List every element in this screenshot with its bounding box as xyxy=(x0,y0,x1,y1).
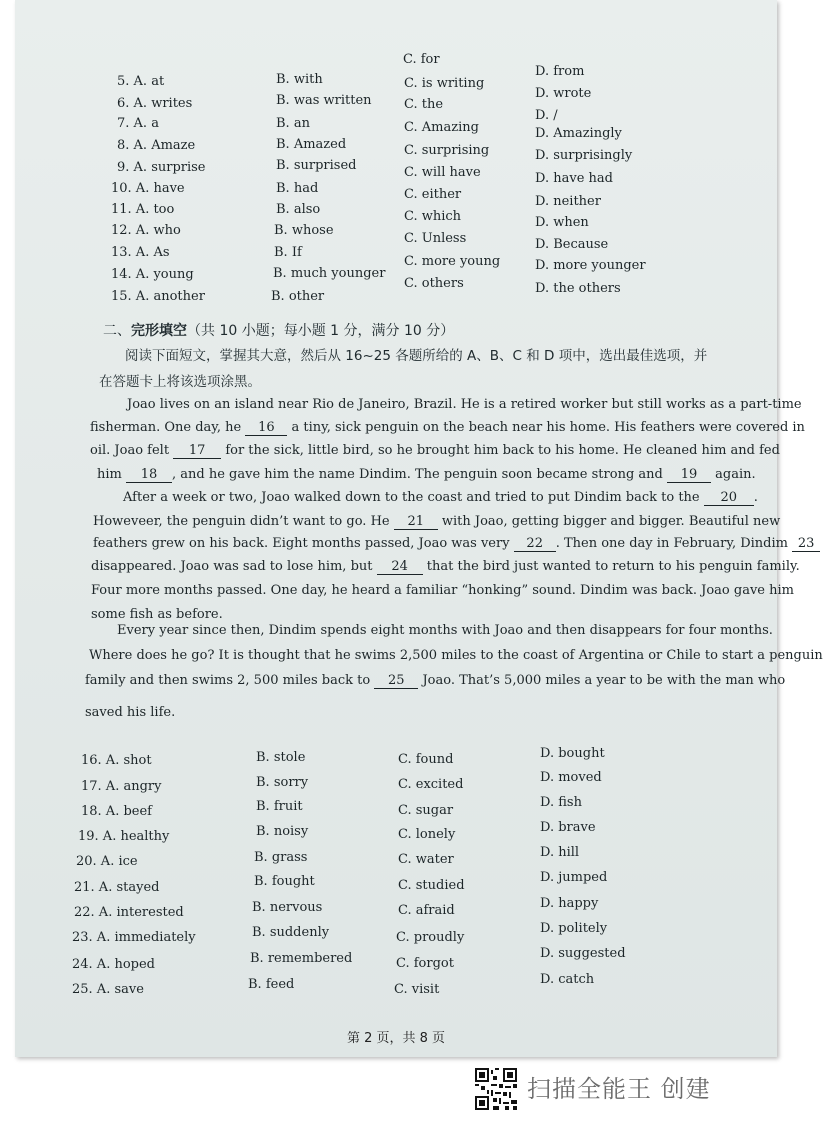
passage-line xyxy=(93,514,780,530)
text: feathers grew on his back. Eight months passed, Joao was very xyxy=(93,536,514,551)
option-16c: C. found xyxy=(398,752,454,767)
option-24b: B. remembered xyxy=(250,951,353,966)
option-5a: 5. A. at xyxy=(117,74,165,89)
passage-line xyxy=(85,673,785,689)
option-10d: D. have had xyxy=(535,171,613,186)
option-4c: C. for xyxy=(403,52,440,67)
option-12d: D. when xyxy=(535,215,589,230)
text: fisherman. One day, he xyxy=(90,420,246,435)
text: Howeveer, the penguin didn’t want to go. He xyxy=(93,514,394,529)
scanner-watermark: 扫描全能王 创建 xyxy=(527,1075,711,1103)
option-15b: B. other xyxy=(271,289,325,304)
option-19c: C. lonely xyxy=(398,827,456,842)
blank-17: 17 xyxy=(173,444,221,459)
option-13b: B. If xyxy=(274,245,302,260)
qr-code-icon xyxy=(475,1068,517,1110)
text: . xyxy=(753,490,758,505)
option-11a: 11. A. too xyxy=(111,202,175,217)
option-19a: 19. A. healthy xyxy=(78,829,170,844)
passage-line: some fish as before. xyxy=(91,607,223,622)
page-number: 第 2 页，共 8 页 xyxy=(346,1031,446,1046)
option-20a: 20. A. ice xyxy=(76,854,138,869)
option-19d: D. brave xyxy=(540,820,596,835)
option-6b: B. was written xyxy=(276,93,372,108)
text: Joao. That’s 5,000 miles a year to be with the man who xyxy=(418,673,786,688)
section-scoring: （共 10 小题；每小题 1 分，满分 10 分） xyxy=(187,323,455,339)
passage-line xyxy=(91,559,800,575)
blank-18: 18 xyxy=(126,468,172,483)
blank-22: 22 xyxy=(514,537,556,552)
option-22c: C. afraid xyxy=(398,903,455,918)
blank-21: 21 xyxy=(394,515,438,530)
passage-line: Where does he go? It is thought that he swims 2,500 miles to the coast of Argentina or Chile to start a penguin xyxy=(89,648,823,663)
blank-20: 20 xyxy=(704,491,754,506)
blank-24: 24 xyxy=(377,560,423,575)
option-6d: D. wrote xyxy=(535,86,592,101)
option-14d: D. more younger xyxy=(535,258,646,273)
option-7c: C. Amazing xyxy=(404,120,479,135)
option-25d: D. catch xyxy=(540,972,595,987)
option-13c: C. more young xyxy=(404,254,501,269)
text: disappeared. Joao was sad to lose him, but xyxy=(91,559,377,574)
blank-23: 23 xyxy=(792,537,820,552)
option-25c: C. visit xyxy=(394,982,440,997)
option-5d: D. from xyxy=(535,64,585,79)
section-number: 二、 xyxy=(103,323,131,339)
option-14b: B. much younger xyxy=(273,266,386,281)
instruction-line-2: 在答题卡上将该选项涂黑。 xyxy=(99,374,261,390)
option-17c: C. excited xyxy=(398,777,464,792)
option-9a: 9. A. surprise xyxy=(117,160,206,175)
text: After a week or two, Joao walked down to the coast and tried to put Dindim back to the xyxy=(123,490,704,505)
option-18d: D. fish xyxy=(540,795,582,810)
option-20c: C. water xyxy=(398,852,454,867)
option-7a: 7. A. a xyxy=(117,116,159,131)
option-7d: D. / xyxy=(535,108,558,123)
option-24c: C. forgot xyxy=(396,956,454,971)
text: that the bird just wanted to return to his penguin family. xyxy=(422,559,800,574)
option-8c: C. surprising xyxy=(404,143,490,158)
option-9b: B. surprised xyxy=(276,158,357,173)
option-12b: B. whose xyxy=(274,223,334,238)
option-5b: B. with xyxy=(276,72,323,87)
option-18c: C. sugar xyxy=(398,803,454,818)
text: . Then one day in February, Dindim xyxy=(555,536,793,551)
option-24a: 24. A. hoped xyxy=(72,957,155,972)
text: oil. Joao felt xyxy=(90,443,174,458)
option-22a: 22. A. interested xyxy=(74,905,184,920)
option-10c: C. either xyxy=(404,187,462,202)
option-10b: B. had xyxy=(276,181,319,196)
option-8d: D. Amazingly xyxy=(535,126,622,141)
section-name: 完形填空 xyxy=(131,323,187,339)
option-18b: B. fruit xyxy=(256,799,303,814)
option-12c: C. Unless xyxy=(404,231,467,246)
option-22d: D. happy xyxy=(540,896,599,911)
blank-25: 25 xyxy=(374,674,418,689)
option-18a: 18. A. beef xyxy=(81,804,152,819)
option-6c: C. the xyxy=(404,97,444,112)
blank-19: 19 xyxy=(667,468,711,483)
option-15d: D. the others xyxy=(535,281,621,296)
text: with Joao, getting bigger and bigger. Beautiful new xyxy=(437,514,781,529)
option-17d: D. moved xyxy=(540,770,602,785)
option-13a: 13. A. As xyxy=(111,245,170,260)
option-23c: C. proudly xyxy=(396,930,465,945)
option-13d: D. Because xyxy=(535,237,609,252)
text: for the sick, little bird, so he brought him back to his home. He cleaned him and fed xyxy=(221,443,780,458)
option-15a: 15. A. another xyxy=(111,289,205,304)
option-23b: B. suddenly xyxy=(252,925,330,940)
option-5c: C. is writing xyxy=(404,76,485,91)
option-7b: B. an xyxy=(276,116,310,131)
option-12a: 12. A. who xyxy=(111,223,181,238)
section-title xyxy=(103,320,454,340)
instruction-line-1: 阅读下面短文，掌握其大意，然后从 16~25 各题所给的 A、B、C 和 D 项中，选出最佳选项，并 xyxy=(125,348,708,364)
option-21b: B. fought xyxy=(254,874,315,889)
option-14c: C. others xyxy=(404,276,464,291)
option-11c: C. which xyxy=(404,209,462,224)
option-23a: 23. A. immediately xyxy=(72,930,196,945)
option-20d: D. hill xyxy=(540,845,580,860)
text: family and then swims 2, 500 miles back to xyxy=(85,673,375,688)
passage-line: Joao lives on an island near Rio de Janeiro, Brazil. He is a retired worker but still works as a part-time xyxy=(127,397,802,412)
option-17a: 17. A. angry xyxy=(81,779,162,794)
blank-16: 16 xyxy=(245,421,287,436)
option-24d: D. suggested xyxy=(540,946,626,961)
option-21a: 21. A. stayed xyxy=(74,880,160,895)
option-11d: D. neither xyxy=(535,194,601,209)
option-10a: 10. A. have xyxy=(111,181,185,196)
exam-page xyxy=(15,0,823,1057)
option-23d: D. politely xyxy=(540,921,608,936)
option-21d: D. jumped xyxy=(540,870,608,885)
passage-line xyxy=(90,443,780,459)
passage-line: Every year since then, Dindim spends eight months with Joao and then disappears for four months. xyxy=(117,623,773,638)
text: a tiny, sick penguin on the beach near his home. His feathers were covered in xyxy=(287,420,805,435)
option-25a: 25. A. save xyxy=(72,982,144,997)
option-6a: 6. A. writes xyxy=(117,96,193,111)
passage-line xyxy=(123,490,758,506)
passage-line: Four more months passed. One day, he heard a familiar “honking” sound. Dindim was back. Joao gave him xyxy=(91,583,794,598)
option-20b: B. grass xyxy=(254,850,308,865)
passage-line xyxy=(90,420,805,436)
passage-line: saved his life. xyxy=(85,705,176,720)
option-16b: B. stole xyxy=(256,750,306,765)
passage-line xyxy=(93,536,820,552)
option-9c: C. will have xyxy=(404,165,481,180)
text: , and he gave him the name Dindim. The penguin soon became strong and xyxy=(172,467,667,482)
text: him xyxy=(97,467,126,482)
option-16a: 16. A. shot xyxy=(81,753,152,768)
option-9d: D. surprisingly xyxy=(535,148,633,163)
option-11b: B. also xyxy=(276,202,321,217)
passage-line xyxy=(97,467,756,483)
option-8b: B. Amazed xyxy=(276,137,347,152)
option-14a: 14. A. young xyxy=(111,267,194,282)
option-22b: B. nervous xyxy=(252,900,323,915)
option-21c: C. studied xyxy=(398,878,465,893)
text: again. xyxy=(710,467,756,482)
option-8a: 8. A. Amaze xyxy=(117,138,196,153)
option-19b: B. noisy xyxy=(256,824,309,839)
option-25b: B. feed xyxy=(248,977,295,992)
option-17b: B. sorry xyxy=(256,775,309,790)
option-16d: D. bought xyxy=(540,746,605,761)
